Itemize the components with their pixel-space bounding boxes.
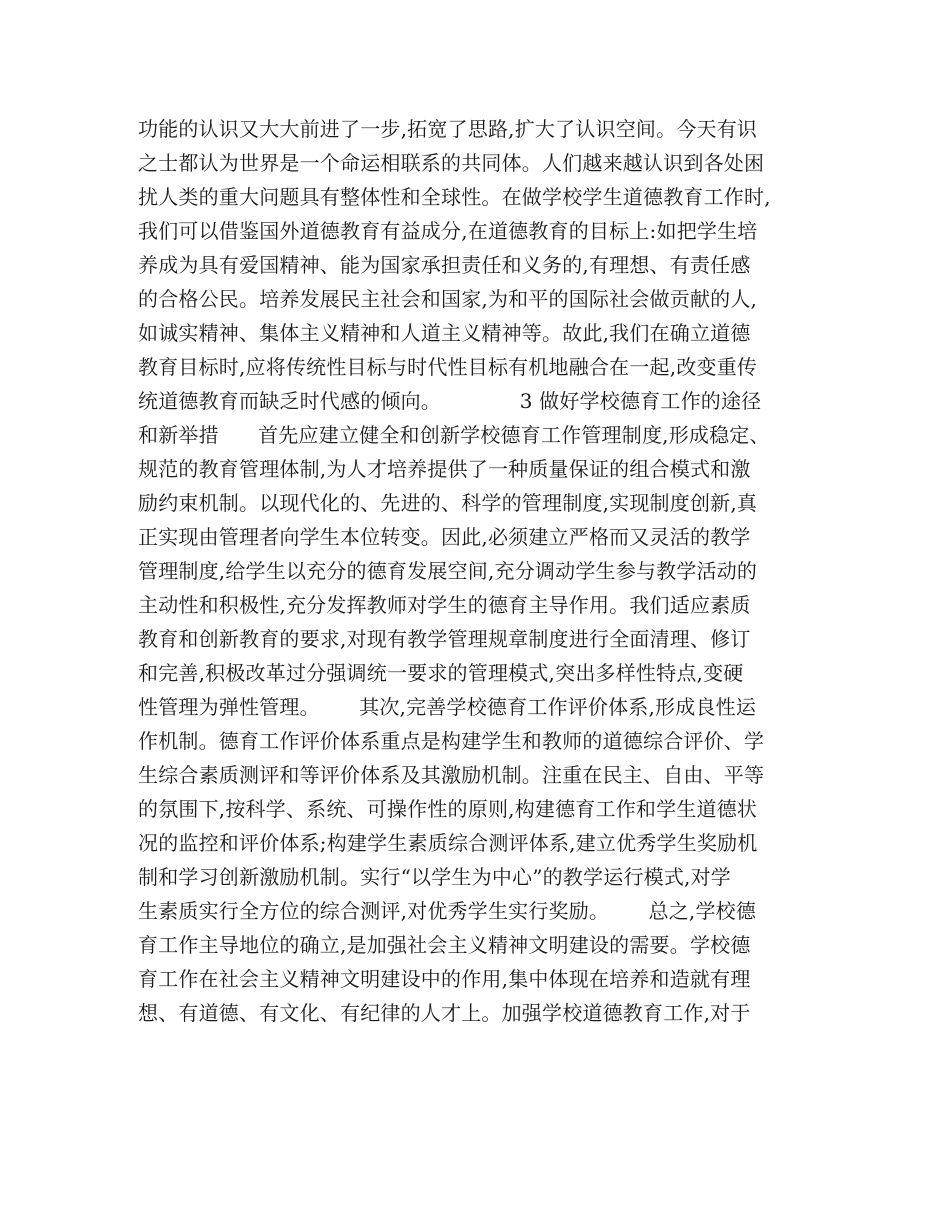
text-line: 育工作在社会主义精神文明建设中的作用,集中体现在培养和造就有理: [138, 967, 751, 991]
body-text: [138, 112, 838, 1030]
text-line: 功能的认识又大大前进了一步,拓宽了思路,扩大了认识空间。今天有识: [138, 117, 758, 141]
text-line: 况的监控和评价体系;构建学生素质综合测评体系,建立优秀学生奖励机: [138, 831, 758, 855]
text-line: 教育和创新教育的要求,对现有教学管理规章制度进行全面清理、修订: [138, 627, 751, 651]
text-line: 作机制。德育工作评价体系重点是构建学生和教师的道德综合评价、学: [138, 729, 765, 753]
text-line: 想、有道德、有文化、有纪律的人才上。加强学校道德教育工作,对于: [138, 1001, 751, 1025]
text-line: 扰人类的重大问题具有整体性和全球性。在做学校学生道德教育工作时,: [138, 185, 771, 209]
text-line: 性管理为弹性管理。 其次,完善学校德育工作评价体系,形成良性运: [138, 695, 757, 719]
text-line: 管理制度,给学生以充分的德育发展空间,充分调动学生参与教学活动的: [138, 559, 758, 583]
text-line: 和完善,积极改革过分强调统一要求的管理模式,突出多样性特点,变硬: [138, 661, 744, 685]
text-line: 统道德教育而缺乏时代感的倾向。 3 做好学校德育工作的途径: [138, 389, 762, 413]
text-line: 育工作主导地位的确立,是加强社会主义精神文明建设的需要。学校德: [138, 933, 751, 957]
text-line: 生综合素质测评和等评价体系及其激励机制。注重在民主、自由、平等: [138, 763, 765, 787]
text-line: 正实现由管理者向学生本位转变。因此,必须建立严格而又灵活的教学: [138, 525, 751, 549]
text-line: 的氛围下,按科学、系统、可操作性的原则,构建德育工作和学生道德状: [138, 797, 758, 821]
text-line: 主动性和积极性,充分发挥教师对学生的德育主导作用。我们适应素质: [138, 593, 751, 617]
text-line: 的合格公民。培养发展民主社会和国家,为和平的国际社会做贡献的人,: [138, 287, 758, 311]
text-line: 励约束机制。以现代化的、先进的、科学的管理制度,实现制度创新,真: [138, 491, 758, 515]
text-line: 养成为具有爱国精神、能为国家承担责任和义务的,有理想、有责任感: [138, 253, 751, 277]
text-line: 和新举措 首先应建立健全和创新学校德育工作管理制度,形成稳定、: [138, 423, 770, 447]
text-line: 规范的教育管理体制,为人才培养提供了一种质量保证的组合模式和激: [138, 457, 751, 481]
text-line: 之士都认为世界是一个命运相联系的共同体。人们越来越认识到各处困: [138, 151, 765, 175]
text-line: 如诚实精神、集体主义精神和人道主义精神等。故此,我们在确立道德: [138, 321, 751, 345]
text-line: 制和学习创新激励机制。实行“以学生为中心”的教学运行模式,对学: [138, 865, 732, 889]
text-line: 我们可以借鉴国外道德教育有益成分,在道德教育的目标上:如把学生培: [138, 219, 758, 243]
text-line: 生素质实行全方位的综合测评,对优秀学生实行奖励。 总之,学校德: [138, 899, 757, 923]
text-line: 教育目标时,应将传统性目标与时代性目标有机地融合在一起,改变重传: [138, 355, 758, 379]
